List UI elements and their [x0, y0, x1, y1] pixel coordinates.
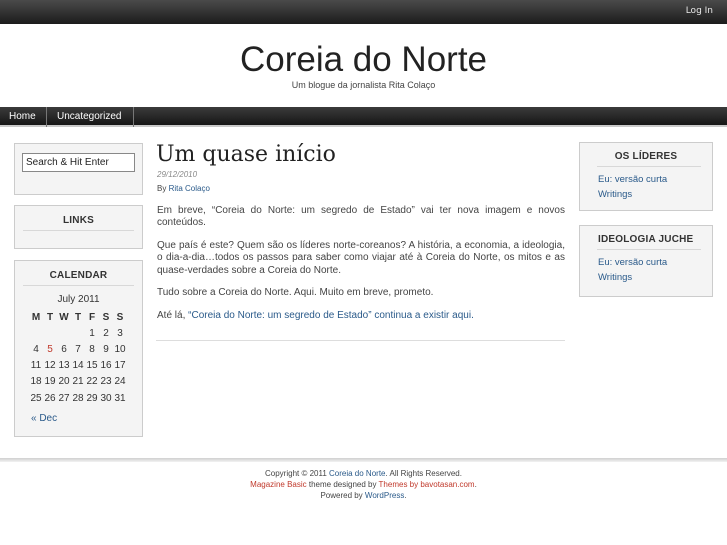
juche-links: [598, 257, 667, 286]
wordpress-link[interactable]: WordPress: [364, 491, 405, 500]
links-widget-title: LINKS: [63, 215, 94, 226]
calendar-day: 12: [44, 360, 56, 372]
footer-site-link[interactable]: Coreia do Norte: [329, 469, 386, 478]
calendar-table: [29, 309, 127, 406]
divider: [23, 285, 134, 286]
calendar-week-row: [29, 358, 127, 374]
weekday-label: W: [59, 311, 69, 323]
calendar-day: 31: [114, 392, 126, 404]
lideres-widget-title: OS LÍDERES: [614, 151, 678, 162]
divider: [597, 249, 701, 250]
calendar-day: [71, 325, 85, 341]
link-eu-versao-curta[interactable]: Eu: versão curta: [598, 257, 668, 268]
calendar-week-row: [29, 341, 127, 357]
login-link[interactable]: Log In: [685, 6, 713, 16]
nav-item-home[interactable]: Home: [0, 107, 47, 127]
links-widget: [14, 205, 143, 249]
main-nav: [0, 107, 727, 127]
calendar-weekday-row: [29, 309, 127, 325]
post-title[interactable]: Um quase início: [156, 142, 336, 167]
calendar-week-row: [29, 390, 127, 406]
nav-item-uncategorized[interactable]: Uncategorized: [47, 107, 134, 127]
calendar-day: 26: [44, 392, 56, 404]
search-input[interactable]: Search & Hit Enter: [22, 153, 135, 172]
post-author-link[interactable]: Rita Colaço: [168, 184, 210, 193]
calendar-week-row: [29, 325, 127, 341]
calendar-day: 18: [30, 376, 42, 388]
weekday-label: T: [46, 311, 54, 323]
footer-divider: [0, 458, 727, 462]
site-title[interactable]: Coreia do Norte: [239, 40, 488, 79]
calendar-day: 24: [114, 376, 126, 388]
top-bar: [0, 0, 727, 24]
calendar-day: 6: [61, 343, 67, 355]
calendar-day: [43, 325, 57, 341]
weekday-label: M: [31, 311, 41, 323]
footer-theme-credit: [0, 480, 727, 489]
calendar-day: 23: [100, 376, 112, 388]
weekday-label: F: [88, 311, 96, 323]
weekday-label: S: [116, 311, 124, 323]
footer-text: .: [474, 480, 477, 489]
post-byline: [157, 184, 210, 193]
divider: [597, 166, 701, 167]
calendar-prev-month-link[interactable]: « Dec: [31, 413, 58, 424]
calendar-day: 17: [114, 360, 126, 372]
calendar-day: 30: [100, 392, 112, 404]
post-paragraph: Tudo sobre a Coreia do Norte. Aqui. Muito em breve, prometo.: [157, 287, 434, 299]
calendar-day: 15: [86, 360, 98, 372]
juche-widget: [579, 225, 713, 297]
calendar-day: [29, 325, 43, 341]
search-widget: [14, 143, 143, 195]
footer-text: Copyright © 2011: [265, 469, 330, 478]
footer-text: . All Rights Reserved.: [385, 469, 462, 478]
calendar-widget: [14, 260, 143, 437]
post-divider: [156, 340, 565, 341]
byline-prefix: By: [157, 184, 167, 193]
calendar-day: 5: [47, 343, 53, 355]
calendar-day: 2: [103, 327, 109, 339]
calendar-day: 27: [58, 392, 70, 404]
footer-copyright: [0, 469, 727, 478]
link-writings[interactable]: Writings: [598, 271, 633, 283]
link-writings[interactable]: Writings: [598, 188, 633, 200]
calendar-day: 22: [86, 376, 98, 388]
calendar-day: 14: [72, 360, 84, 372]
footer-text: Powered by: [320, 491, 365, 500]
weekday-label: S: [102, 311, 110, 323]
post-paragraph: Que país é este? Quem são os líderes norte-coreanos? A história, a economia, a ideologia, o dia-a-dia…todos os passos para saber como viajar até à Coreia do Norte, os mitos e as quase-verdades sobre a Coreia do Norte.: [157, 240, 565, 276]
site-tagline: Um blogue da jornalista Rita Colaço: [291, 80, 436, 90]
weekday-label: T: [74, 311, 82, 323]
lideres-links: [598, 174, 667, 203]
theme-link[interactable]: Magazine Basic: [250, 480, 307, 489]
calendar-day: 9: [103, 343, 109, 355]
divider: [23, 230, 134, 231]
calendar-day: 7: [75, 343, 81, 355]
calendar-day: 11: [30, 360, 42, 372]
calendar-caption: July 2011: [57, 294, 100, 305]
calendar-day: 21: [72, 376, 84, 388]
blog-link[interactable]: “Coreia do Norte: um segredo de Estado” continua a existir aqui.: [188, 310, 474, 322]
juche-widget-title: IDEOLOGIA JUCHE: [598, 234, 694, 245]
footer-text: theme designed by: [306, 480, 379, 489]
link-eu-versao-curta[interactable]: Eu: versão curta: [598, 174, 668, 185]
post-body: [157, 205, 565, 333]
post-paragraph: Em breve, “Coreia do Norte: um segredo de Estado” vai ter nova imagem e novos conteúdos.: [157, 205, 565, 229]
calendar-day: 13: [58, 360, 70, 372]
calendar-day: 3: [117, 327, 123, 339]
lideres-widget: [579, 142, 713, 211]
footer-text: .: [404, 491, 407, 500]
calendar-day: 10: [114, 343, 126, 355]
post-paragraph: [157, 310, 565, 322]
footer-powered-by: [0, 491, 727, 500]
calendar-day: 25: [30, 392, 42, 404]
calendar-day: 4: [33, 343, 39, 355]
calendar-day: 1: [89, 327, 95, 339]
calendar-day: 16: [100, 360, 112, 372]
paragraph-prefix: Até lá,: [157, 310, 189, 322]
themes-by-link[interactable]: Themes by bavotasan.com: [378, 480, 475, 489]
calendar-day: 29: [86, 392, 98, 404]
calendar-week-row: [29, 374, 127, 390]
calendar-day: [57, 325, 71, 341]
calendar-widget-title: CALENDAR: [49, 270, 108, 281]
calendar-day: 20: [58, 376, 70, 388]
calendar-day: 8: [89, 343, 95, 355]
post-date: 29/12/2010: [157, 170, 198, 179]
calendar-day: 19: [44, 376, 56, 388]
calendar-day: 28: [72, 392, 84, 404]
